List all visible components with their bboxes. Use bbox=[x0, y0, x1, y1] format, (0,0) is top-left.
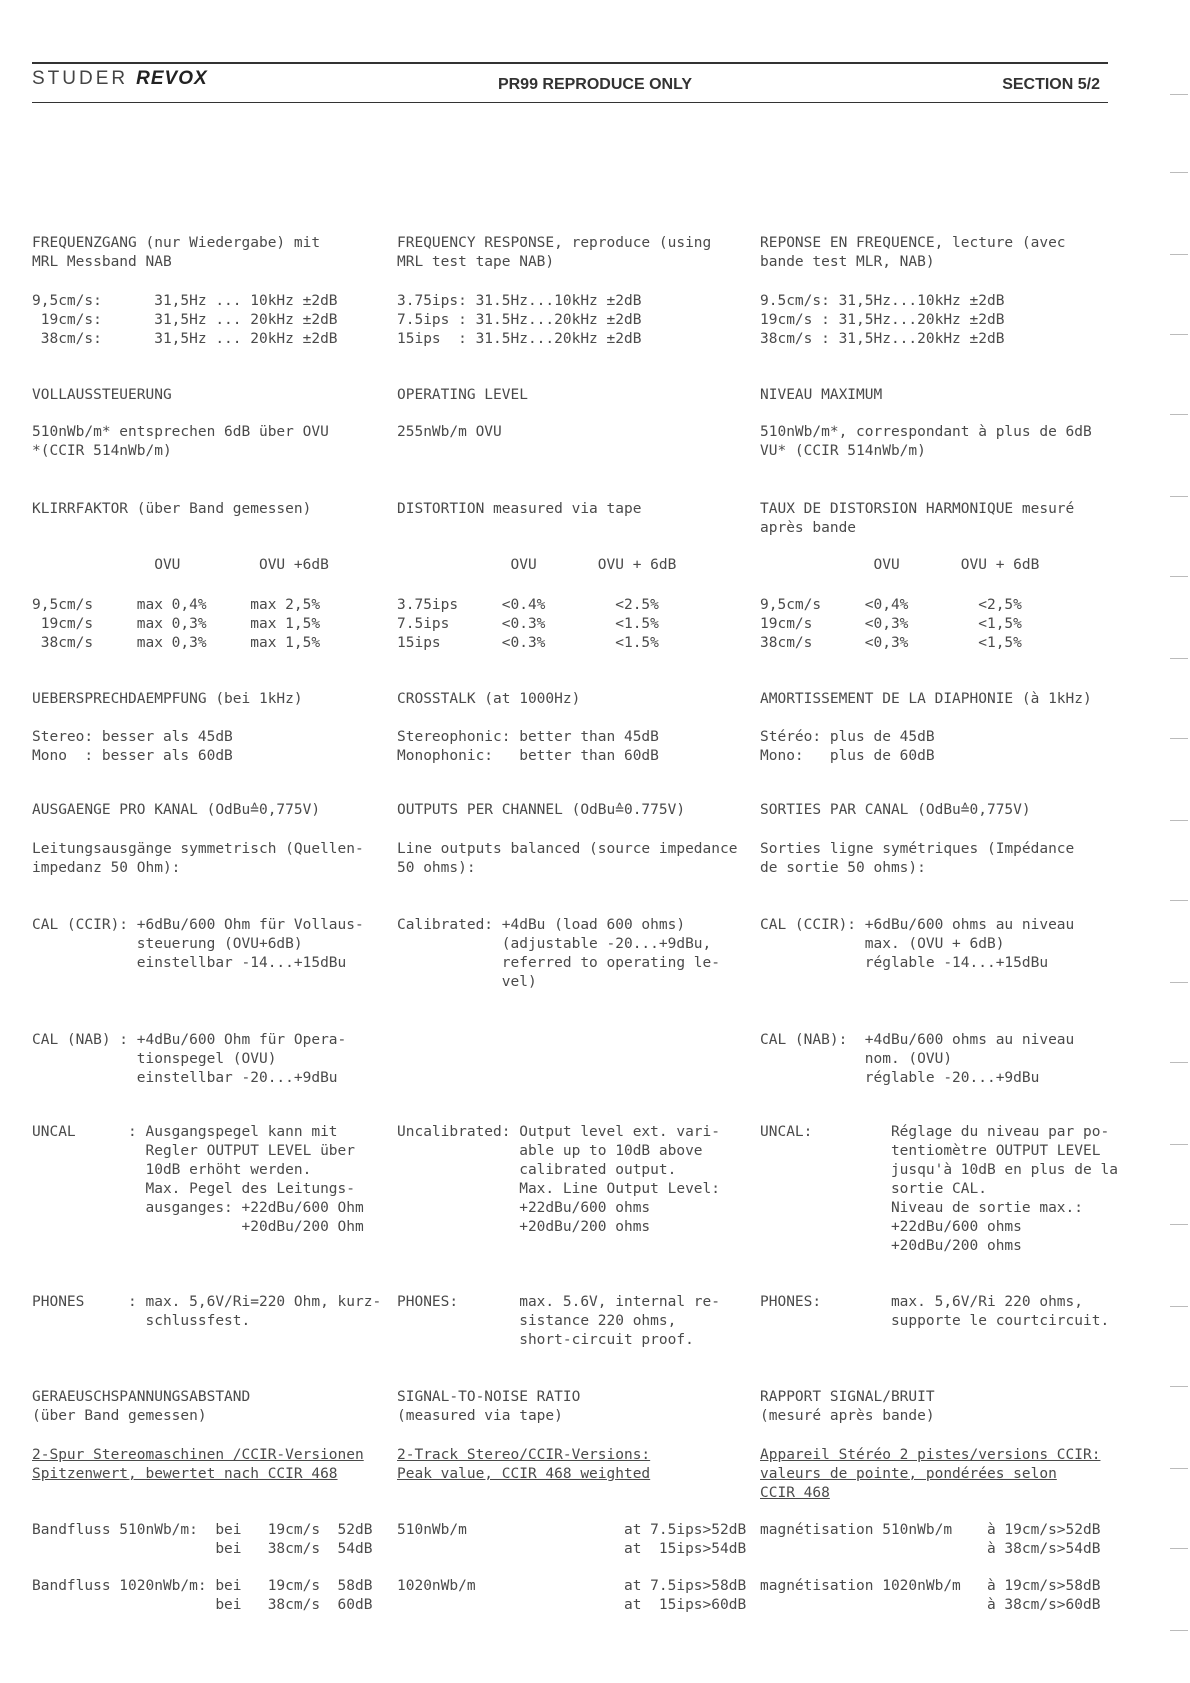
freq-en-rows: 3.75ips: 31.5Hz...10kHz ±2dB 7.5ips : 31.5Hz...20kHz ±2dB 15ips : 31.5Hz...20kHz ±2dB bbox=[397, 293, 642, 347]
header-bottom-rule bbox=[32, 102, 1108, 103]
outputs-en-title: OUTPUTS PER CHANNEL (OdBu≙0.775V) bbox=[397, 802, 686, 818]
margin-tick bbox=[1170, 1630, 1188, 1631]
snr-fr-510: magnétisation 510nWb/m à 19cm/s>52dB à 38cm/s>54dB bbox=[760, 1522, 1101, 1557]
snr-fr-1020: magnétisation 1020nWb/m à 19cm/s>58dB à 38cm/s>60dB bbox=[760, 1578, 1101, 1613]
margin-tick bbox=[1170, 94, 1188, 95]
margin-tick bbox=[1170, 254, 1188, 255]
snr-de-1020: Bandfluss 1020nWb/m: bei 19cm/s 58dB bei 38cm/s 60dB bbox=[32, 1578, 373, 1613]
cal-en: Calibrated: +4dBu (load 600 ohms) (adjustable -20...+9dBu, referred to operating le- vel) bbox=[397, 917, 721, 990]
distortion-fr-rows: 9,5cm/s <0,4% <2,5% 19cm/s <0,3% <1,5% 38cm/s <0,3% <1,5% bbox=[760, 597, 1022, 651]
crosstalk-de-text: Stereo: besser als 45dB Mono : besser als 60dB bbox=[32, 729, 233, 764]
section-number: SECTION 5/2 bbox=[1002, 76, 1100, 93]
snr-de-subtitle: 2-Spur Stereomaschinen /CCIR-Versionen Spitzenwert, bewertet nach CCIR 468 bbox=[32, 1447, 364, 1482]
cal-nab-fr: CAL (NAB): +4dBu/600 ohms au niveau nom. (OVU) réglable -20...+9dBu bbox=[760, 1032, 1075, 1086]
distortion-fr-title: TAUX DE DISTORSION HARMONIQUE mesuré après bande bbox=[760, 501, 1075, 536]
snr-fr-subtitle: Appareil Stéréo 2 pistes/versions CCIR: valeurs de pointe, pondérées selon CCIR 468 bbox=[760, 1447, 1101, 1501]
snr-en-subtitle: 2-Track Stereo/CCIR-Versions: Peak value, CCIR 468 weighted bbox=[397, 1447, 651, 1482]
level-de-text: 510nWb/m* entsprechen 6dB über OVU *(CCIR 514nWb/m) bbox=[32, 424, 329, 459]
crosstalk-de-title: UEBERSPRECHDAEMPFUNG (bei 1kHz) bbox=[32, 691, 303, 707]
margin-tick bbox=[1170, 496, 1188, 497]
uncal-de: UNCAL : Ausgangspegel kann mit Regler OUTPUT LEVEL über 10dB erhöht werden. Max. Pegel des Leitungs- ausganges: +22dBu/600 Ohm +20dBu/200 Ohm bbox=[32, 1124, 364, 1235]
margin-tick bbox=[1170, 334, 1188, 335]
margin-tick bbox=[1170, 1144, 1188, 1145]
snr-de-510: Bandfluss 510nWb/m: bei 19cm/s 52dB bei 38cm/s 54dB bbox=[32, 1522, 373, 1557]
margin-tick bbox=[1170, 1548, 1188, 1549]
level-fr-title: NIVEAU MAXIMUM bbox=[760, 387, 883, 403]
level-en-text: 255nWb/m OVU bbox=[397, 424, 502, 440]
distortion-fr-head: OVU OVU + 6dB bbox=[760, 557, 1040, 573]
snr-en-510: 510nWb/m at 7.5ips>52dB at 15ips>54dB bbox=[397, 1522, 747, 1557]
distortion-en-title: DISTORTION measured via tape bbox=[397, 501, 642, 517]
cal-nab-de: CAL (NAB) : +4dBu/600 Ohm für Opera- tionspegel (OVU) einstellbar -20...+9dBu bbox=[32, 1032, 347, 1086]
uncal-fr: UNCAL: Réglage du niveau par po- tentiomètre OUTPUT LEVEL jusqu'à 10dB en plus de la sortie CAL. Niveau de sortie max.: +22dBu/600 ohms +20dBu/200 ohms bbox=[760, 1124, 1118, 1254]
cal-ccir-de: CAL (CCIR): +6dBu/600 Ohm für Vollaus- steuerung (OVU+6dB) einstellbar -14...+15dBu bbox=[32, 917, 364, 971]
freq-en-title: FREQUENCY RESPONSE, reproduce (using MRL test tape NAB) bbox=[397, 235, 712, 270]
phones-en: PHONES: max. 5.6V, internal re- sistance 220 ohms, short-circuit proof. bbox=[397, 1294, 721, 1348]
brand-studer: STUDER bbox=[32, 68, 129, 89]
cal-ccir-fr: CAL (CCIR): +6dBu/600 ohms au niveau max. (OVU + 6dB) réglable -14...+15dBu bbox=[760, 917, 1075, 971]
page-title: PR99 REPRODUCE ONLY bbox=[497, 76, 693, 93]
margin-tick bbox=[1170, 900, 1188, 901]
header-top-rule bbox=[32, 62, 1108, 64]
margin-tick bbox=[1170, 1062, 1188, 1063]
margin-tick bbox=[1170, 1306, 1188, 1307]
crosstalk-en-text: Stereophonic: better than 45dB Monophonic: better than 60dB bbox=[397, 729, 659, 764]
crosstalk-fr-title: AMORTISSEMENT DE LA DIAPHONIE (à 1kHz) bbox=[760, 691, 1092, 707]
margin-tick bbox=[1170, 1386, 1188, 1387]
uncal-en: Uncalibrated: Output level ext. vari- able up to 10dB above calibrated output. Max. Line Output Level: +22dBu/600 ohms +20dBu/200 ohms bbox=[397, 1124, 721, 1235]
distortion-de-head: OVU OVU +6dB bbox=[32, 557, 329, 573]
margin-tick bbox=[1170, 658, 1188, 659]
margin-tick bbox=[1170, 1224, 1188, 1225]
freq-de-rows: 9,5cm/s: 31,5Hz ... 10kHz ±2dB 19cm/s: 31,5Hz ... 20kHz ±2dB 38cm/s: 31,5Hz ... 20kHz ±2dB bbox=[32, 293, 338, 347]
level-en-title: OPERATING LEVEL bbox=[397, 387, 528, 403]
distortion-de-rows: 9,5cm/s max 0,4% max 2,5% 19cm/s max 0,3% max 1,5% 38cm/s max 0,3% max 1,5% bbox=[32, 597, 321, 651]
snr-fr-title: RAPPORT SIGNAL/BRUIT (mesuré après bande) bbox=[760, 1389, 935, 1424]
margin-tick bbox=[1170, 982, 1188, 983]
outputs-de-title: AUSGAENGE PRO KANAL (OdBu≙0,775V) bbox=[32, 802, 321, 818]
margin-tick bbox=[1170, 1468, 1188, 1469]
phones-fr: PHONES: max. 5,6V/Ri 220 ohms, supporte le courtcircuit. bbox=[760, 1294, 1110, 1329]
freq-fr-rows: 9.5cm/s: 31,5Hz...10kHz ±2dB 19cm/s : 31,5Hz...20kHz ±2dB 38cm/s : 31,5Hz...20kHz ±2dB bbox=[760, 293, 1005, 347]
margin-tick bbox=[1170, 576, 1188, 577]
freq-de-title: FREQUENZGANG (nur Wiedergabe) mit MRL Messband NAB bbox=[32, 235, 321, 270]
freq-fr-title: REPONSE EN FREQUENCE, lecture (avec bande test MLR, NAB) bbox=[760, 235, 1066, 270]
outputs-fr-title: SORTIES PAR CANAL (OdBu≙0,775V) bbox=[760, 802, 1031, 818]
level-fr-text: 510nWb/m*, correspondant à plus de 6dB VU* (CCIR 514nWb/m) bbox=[760, 424, 1092, 459]
phones-de: PHONES : max. 5,6V/Ri=220 Ohm, kurz- schlussfest. bbox=[32, 1294, 382, 1329]
outputs-fr-text: Sorties ligne symétriques (Impédance de sortie 50 ohms): bbox=[760, 841, 1075, 876]
margin-tick bbox=[1170, 172, 1188, 173]
crosstalk-fr-text: Stéréo: plus de 45dB Mono: plus de 60dB bbox=[760, 729, 935, 764]
distortion-en-rows: 3.75ips <0.4% <2.5% 7.5ips <0.3% <1.5% 15ips <0.3% <1.5% bbox=[397, 597, 659, 651]
outputs-de-text: Leitungsausgänge symmetrisch (Quellen- impedanz 50 Ohm): bbox=[32, 841, 364, 876]
margin-tick bbox=[1170, 738, 1188, 739]
level-de-title: VOLLAUSSTEUERUNG bbox=[32, 387, 172, 403]
margin-tick bbox=[1170, 820, 1188, 821]
distortion-de-title: KLIRRFAKTOR (über Band gemessen) bbox=[32, 501, 312, 517]
crosstalk-en-title: CROSSTALK (at 1000Hz) bbox=[397, 691, 581, 707]
distortion-en-head: OVU OVU + 6dB bbox=[397, 557, 677, 573]
margin-tick bbox=[1170, 414, 1188, 415]
snr-en-title: SIGNAL-TO-NOISE RATIO (measured via tape) bbox=[397, 1389, 581, 1424]
brand-revox: REVOX bbox=[136, 68, 208, 89]
snr-de-title: GERAEUSCHSPANNUNGSABSTAND (über Band gemessen) bbox=[32, 1389, 251, 1424]
snr-en-1020: 1020nWb/m at 7.5ips>58dB at 15ips>60dB bbox=[397, 1578, 747, 1613]
outputs-en-text: Line outputs balanced (source impedance 50 ohms): bbox=[397, 841, 738, 876]
